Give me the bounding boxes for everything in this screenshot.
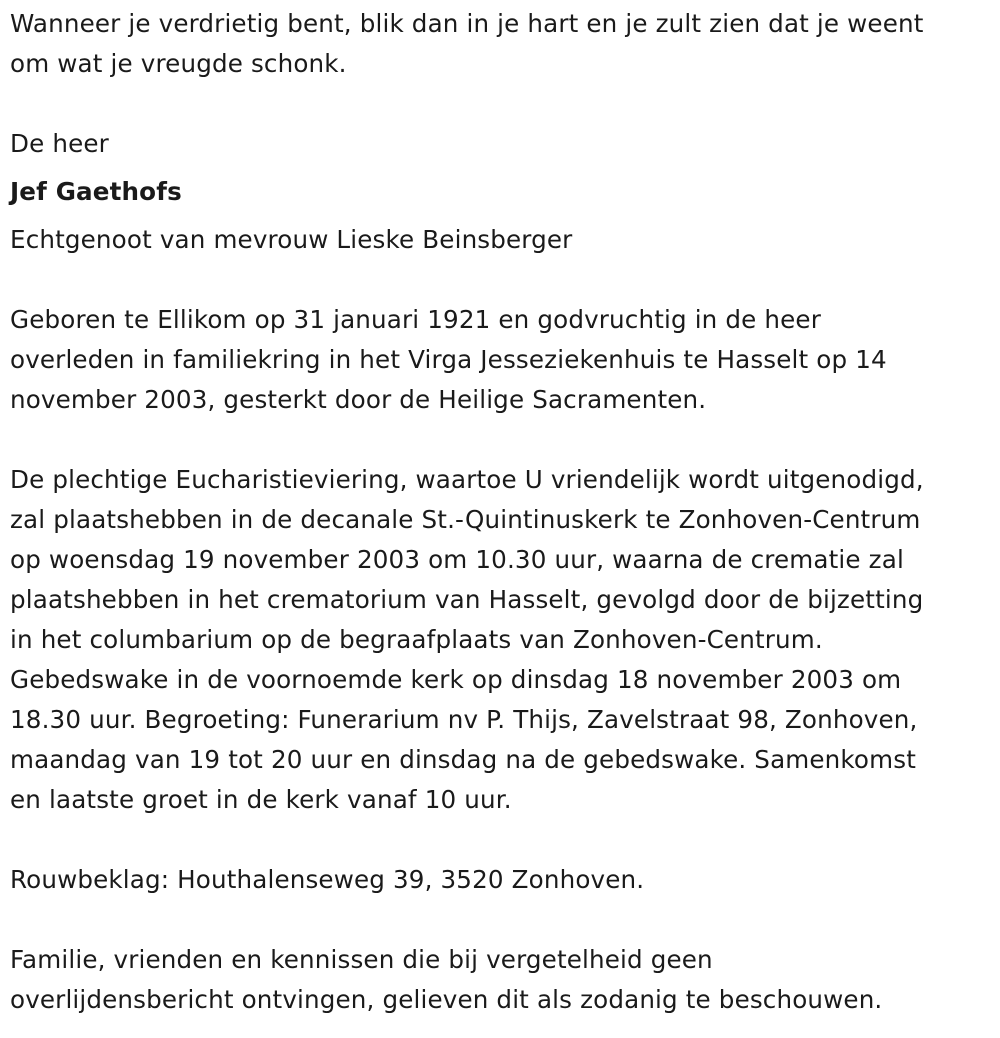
quote-line: Wanneer je verdrietig bent, blik dan in je hart en je zult zien dat je weent bbox=[10, 9, 924, 38]
paragraph-line: De plechtige Eucharistieviering, waartoe U vriendelijk wordt uitgenodigd, bbox=[10, 465, 924, 494]
paragraph-line: en laatste groet in de kerk vanaf 10 uur. bbox=[10, 785, 512, 814]
paragraph-line: Familie, vrienden en kennissen die bij vergetelheid geen bbox=[10, 945, 713, 974]
paragraph-line: op woensdag 19 november 2003 om 10.30 uur, waarna de crematie zal bbox=[10, 545, 904, 574]
paragraph-line: overlijdensbericht ontvingen, gelieven dit als zodanig te beschouwen. bbox=[10, 985, 883, 1014]
closing-paragraph bbox=[10, 940, 992, 1020]
spouse-line: Echtgenoot van mevrouw Lieske Beinsberger bbox=[10, 225, 573, 254]
paragraph-line: plaatshebben in het crematorium van Hasselt, gevolgd door de bijzetting bbox=[10, 585, 924, 614]
condolence-address: Rouwbeklag: Houthalenseweg 39, 3520 Zonhoven. bbox=[10, 865, 645, 894]
quote-line: om wat je vreugde schonk. bbox=[10, 49, 347, 78]
paragraph-line: overleden in familiekring in het Virga Jesseziekenhuis te Hasselt op 14 bbox=[10, 345, 887, 374]
paragraph-line: 18.30 uur. Begroeting: Funerarium nv P. Thijs, Zavelstraat 98, Zonhoven, bbox=[10, 705, 918, 734]
deceased-name: Jef Gaethofs bbox=[10, 177, 182, 206]
ceremony-paragraph bbox=[10, 460, 992, 820]
quote-paragraph bbox=[10, 4, 992, 84]
paragraph-line: Gebedswake in de voornoemde kerk op dinsdag 18 november 2003 om bbox=[10, 665, 902, 694]
paragraph-line: in het columbarium op de begraafplaats van Zonhoven-Centrum. bbox=[10, 625, 823, 654]
paragraph-line: maandag van 19 tot 20 uur en dinsdag na de gebedswake. Samenkomst bbox=[10, 745, 916, 774]
obituary-notice bbox=[10, 4, 992, 1020]
paragraph-line: zal plaatshebben in de decanale St.-Quintinuskerk te Zonhoven-Centrum bbox=[10, 505, 921, 534]
birth-death-paragraph bbox=[10, 300, 992, 420]
paragraph-line: november 2003, gesterkt door de Heilige Sacramenten. bbox=[10, 385, 707, 414]
salutation: De heer bbox=[10, 129, 109, 158]
paragraph-line: Geboren te Ellikom op 31 januari 1921 en godvruchtig in de heer bbox=[10, 305, 821, 334]
